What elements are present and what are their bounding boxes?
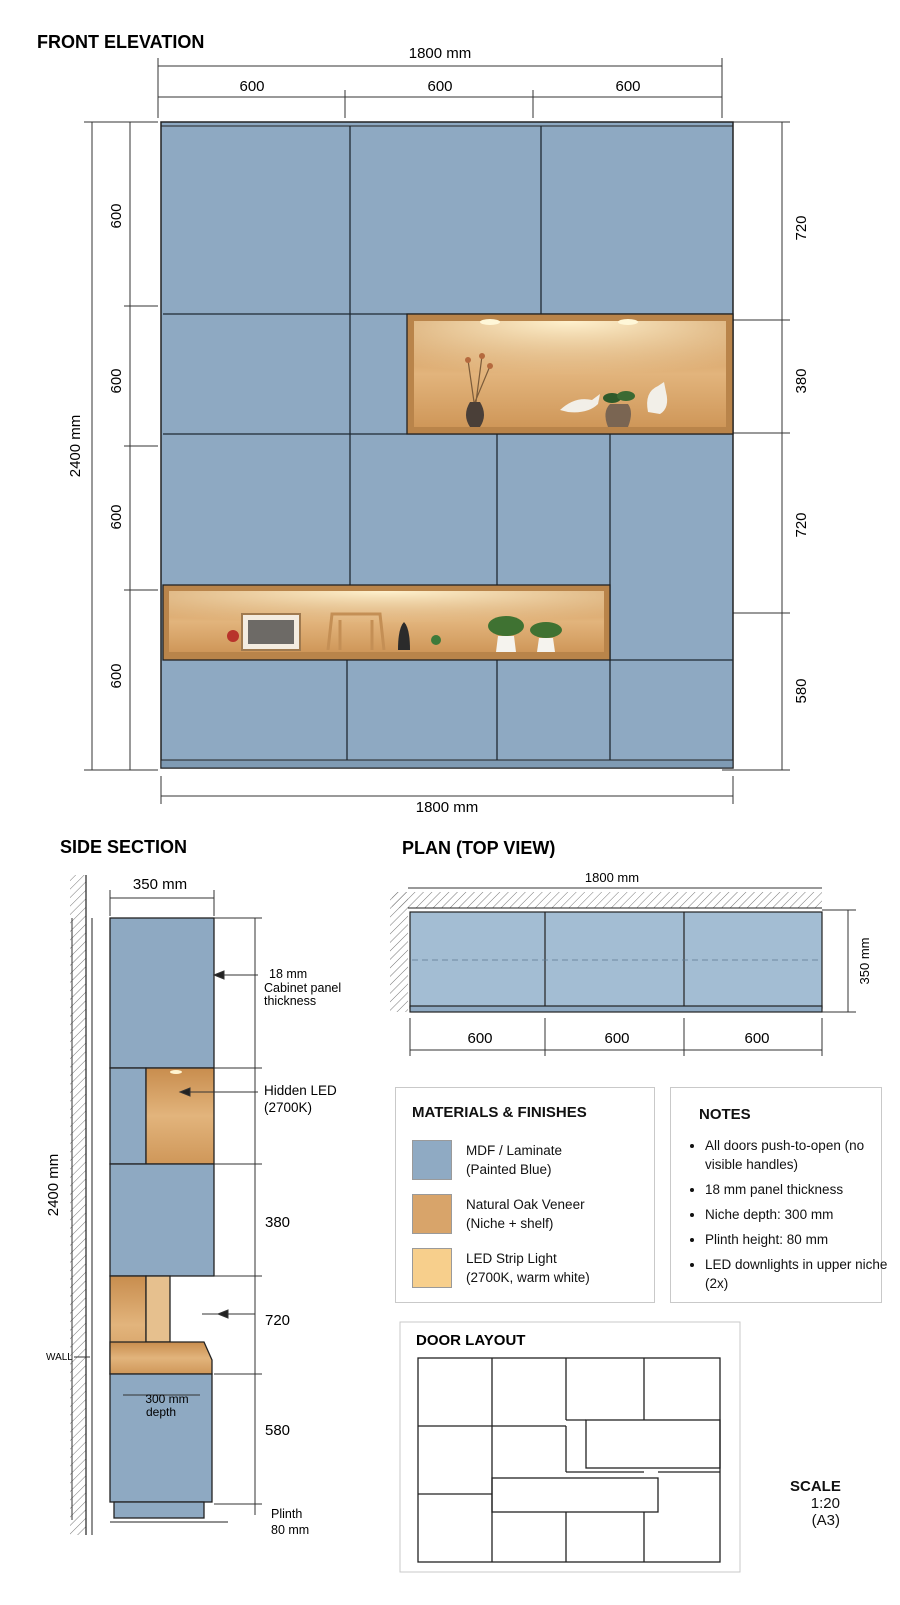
side-section xyxy=(45,837,341,1537)
downlight-2 xyxy=(618,319,638,325)
swatch-oak xyxy=(412,1194,452,1234)
note-item: • LED downlights in upper niche (2x) xyxy=(705,1255,890,1293)
side-depth-dimension xyxy=(110,890,214,916)
front-elevation-title: FRONT ELEVATION xyxy=(37,32,205,52)
scale-paper: (A3) xyxy=(811,1512,840,1529)
material-led-line1: LED Strip Light xyxy=(466,1251,557,1266)
right-height-4: 580 xyxy=(793,678,810,704)
materials-legend xyxy=(395,1087,655,1303)
plan-segment-2: 600 xyxy=(604,1030,630,1047)
right-height-2: 380 xyxy=(793,368,810,394)
plinth-label-1: Plinth xyxy=(271,1507,303,1521)
notes-list xyxy=(691,1136,890,1299)
material-mdf-line1: MDF / Laminate xyxy=(466,1143,563,1158)
panel-thickness-label-2: Cabinet panel xyxy=(264,981,342,995)
downlight-1 xyxy=(480,319,500,325)
col-width-2: 600 xyxy=(427,78,453,95)
scale-block xyxy=(790,1478,840,1529)
scale-ratio: 1:20 xyxy=(810,1495,840,1512)
materials-title: MATERIALS & FINISHES xyxy=(412,1104,587,1121)
note-item: • Niche depth: 300 mm xyxy=(705,1205,890,1224)
note-item: • Plinth height: 80 mm xyxy=(705,1230,890,1249)
plan-wall-hatch-left xyxy=(390,892,408,1012)
red-bird-figurine xyxy=(227,630,239,642)
niche-depth-label-1: 300 mm xyxy=(145,1392,189,1406)
left-height-4: 600 xyxy=(108,663,125,689)
lower-niche xyxy=(163,585,610,660)
left-height-2: 600 xyxy=(108,368,125,394)
front-elevation xyxy=(37,32,810,816)
bottom-width-label: 1800 mm xyxy=(415,799,479,816)
material-led-line2: (2700K, warm white) xyxy=(466,1270,590,1285)
panel-thickness-label-1: 18 mm xyxy=(269,967,308,981)
wall-label: WALL xyxy=(46,1352,73,1363)
overall-width-label: 1800 mm xyxy=(408,45,472,62)
material-oak-line1: Natural Oak Veneer xyxy=(466,1197,585,1212)
plan-wall-hatch-top xyxy=(392,892,822,908)
material-oak xyxy=(466,1195,585,1233)
plan-cabinet xyxy=(410,912,822,1012)
plinth xyxy=(161,760,733,768)
side-height-label: 2400 mm xyxy=(45,1153,62,1217)
plan-segment-3: 600 xyxy=(744,1030,770,1047)
plinth-label-2: 80 mm xyxy=(271,1523,310,1537)
notes-panel xyxy=(670,1087,888,1303)
notes-title: NOTES xyxy=(699,1106,751,1123)
door-layout-title: DOOR LAYOUT xyxy=(416,1332,526,1349)
side-height-720: 720 xyxy=(265,1312,291,1329)
side-cabinet-profile xyxy=(110,918,214,1518)
upper-niche xyxy=(407,314,733,434)
hidden-led-label-1: Hidden LED xyxy=(264,1083,337,1098)
col-width-1: 600 xyxy=(239,78,265,95)
panel-thickness-label-3: thickness xyxy=(264,994,317,1008)
side-depth-label: 350 mm xyxy=(132,876,188,893)
side-section-title: SIDE SECTION xyxy=(60,837,188,857)
niche-depth-label-2: depth xyxy=(145,1405,177,1419)
right-height-3: 720 xyxy=(793,512,810,538)
plan-view xyxy=(390,838,872,1056)
left-height-1: 600 xyxy=(108,203,125,229)
plan-title: PLAN (TOP VIEW) xyxy=(402,838,556,858)
col-width-3: 600 xyxy=(615,78,641,95)
material-oak-line2: (Niche + shelf) xyxy=(466,1216,554,1231)
plan-depth-label: 350 mm xyxy=(857,937,872,985)
overall-height-label: 2400 mm xyxy=(67,414,84,478)
note-item: • 18 mm panel thickness xyxy=(705,1180,890,1199)
note-item: • All doors push-to-open (no visible handles) xyxy=(705,1136,890,1174)
material-mdf xyxy=(466,1141,562,1179)
left-height-3: 600 xyxy=(108,504,125,530)
right-height-1: 720 xyxy=(793,215,810,241)
side-led-light xyxy=(170,1070,182,1074)
side-height-580: 580 xyxy=(265,1422,291,1439)
cabinet-body xyxy=(161,122,733,768)
material-led xyxy=(466,1249,590,1287)
door-layout xyxy=(400,1322,740,1572)
scale-label: SCALE xyxy=(790,1478,841,1495)
swatch-led xyxy=(412,1248,452,1288)
plan-segment-1: 600 xyxy=(467,1030,493,1047)
hidden-led-label-2: (2700K) xyxy=(264,1100,313,1115)
plan-width-label: 1800 mm xyxy=(584,870,640,885)
side-height-380: 380 xyxy=(265,1214,291,1231)
material-mdf-line2: (Painted Blue) xyxy=(466,1162,552,1177)
swatch-mdf xyxy=(412,1140,452,1180)
small-figurine xyxy=(431,635,441,645)
